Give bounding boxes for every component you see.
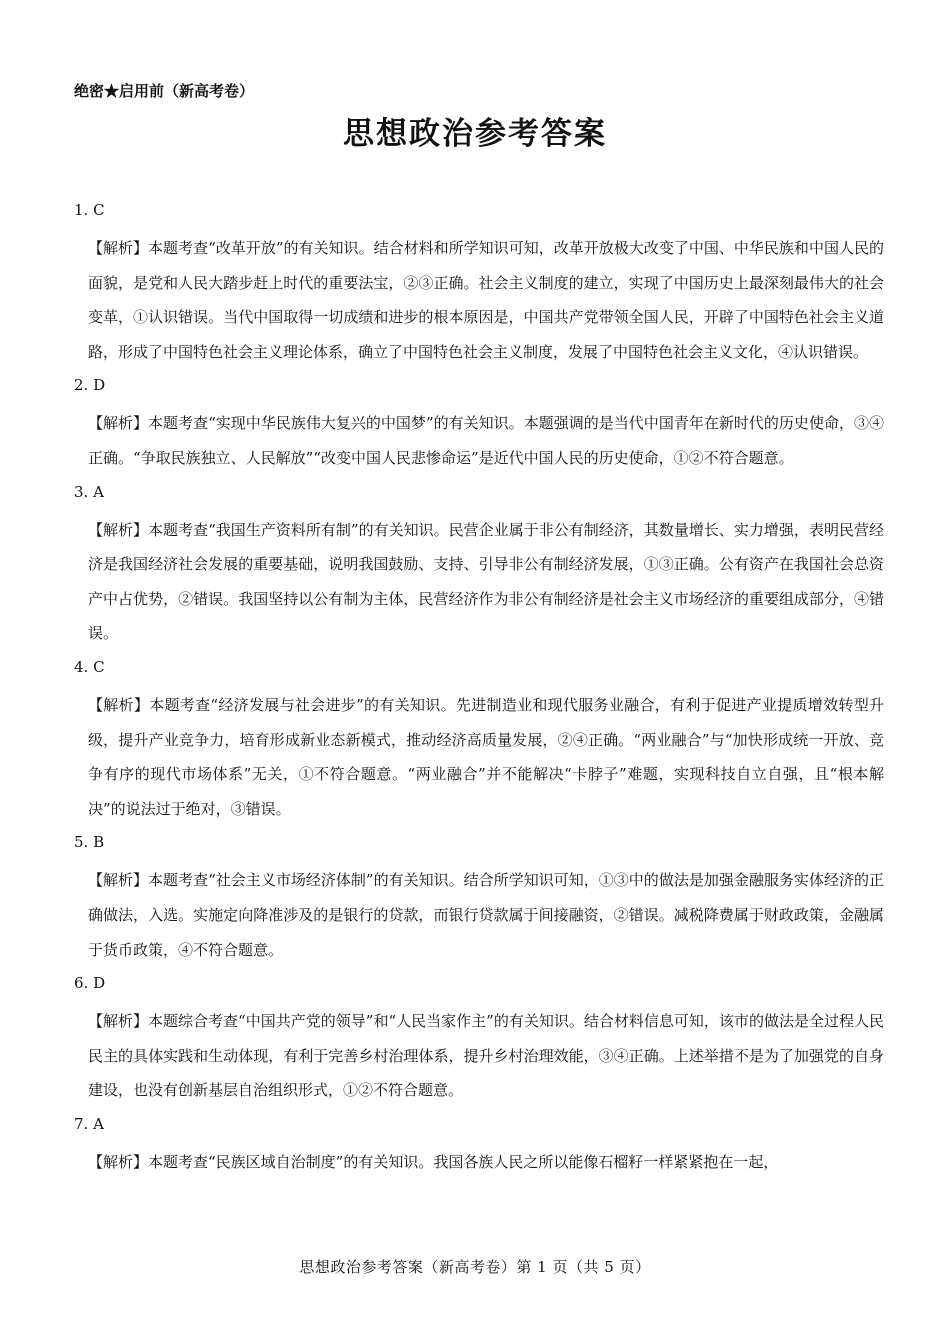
question-number: 3. A (74, 482, 104, 501)
page-title: 思想政治参考答案 (343, 116, 607, 152)
question-3 (74, 480, 884, 651)
question-4 (74, 655, 884, 826)
question-number: 5. B (74, 833, 105, 852)
question-6 (74, 971, 884, 1108)
question-number: 6. D (74, 974, 106, 993)
question-explanation: 【解析】本题考查“社会主义市场经济体制”的有关知识。结合所学知识可知，①③中的做法是加强金融服务实体经济的正确做法，入选。实施定向降准涉及的是银行的贷款，而银行贷款属于间接融资，②错误。减税降费属于财政政策，金融属于货币政策，④不符合题意。 (88, 871, 884, 959)
question-1 (74, 198, 884, 369)
question-number: 7. A (74, 1114, 104, 1133)
answer-list (74, 198, 884, 1183)
question-number: 4. C (74, 657, 105, 676)
question-number: 1. C (74, 201, 105, 219)
question-5 (74, 830, 884, 967)
question-explanation: 【解析】本题综合考查“中国共产党的领导”和“人民当家作主”的有关知识。结合材料信息可知，该市的做法是全过程人民民主的具体实践和生动体现，有利于完善乡村治理体系，提升乡村治理效能，③④正确。上述举措不是为了加强党的自身建设，也没有创新基层自治组织形式，①②不符合题意。 (88, 1012, 884, 1100)
question-explanation: 【解析】本题考查“改革开放”的有关知识。结合材料和所学知识可知，改革开放极大改变了中国、中华民族和中国人民的面貌，是党和人民大踏步赶上时代的重要法宝，②③正确。社会主义制度的建立，实现了中国历史上最深刻最伟大的社会变革，①认识错误。当代中国取得一切成绩和进步的根本原因是，中国共产党带领全国人民，开辟了中国特色社会主义道路，形成了中国特色社会主义理论体系，确立了中国特色社会主义制度，发展了中国特色社会主义文化，④认识错误。 (88, 239, 884, 361)
question-2 (74, 373, 884, 475)
question-explanation: 【解析】本题考查“经济发展与社会进步”的有关知识。先进制造业和现代服务业融合，有利于促进产业提质增效转型升级，提升产业竞争力，培育形成新业态新模式，推动经济高质量发展，②④正确。“两业融合”与“加快形成统一开放、竞争有序的现代市场体系”无关，①不符合题意。“两业融合”并不能解决“卡脖子”难题，实现科技自立自强，且“根本解决”的说法过于绝对，③错误。 (88, 695, 884, 818)
confidential-label: 绝密★启用前（新高考卷） (74, 82, 255, 100)
question-explanation: 【解析】本题考查“民族区域自治制度”的有关知识。我国各族人民之所以能像石榴籽一样紧紧抱在一起， (88, 1152, 779, 1171)
question-7 (74, 1112, 884, 1180)
page-footer: 思想政治参考答案（新高考卷）第 1 页（共 5 页） (299, 1258, 651, 1276)
question-explanation: 【解析】本题考查“实现中华民族伟大复兴的中国梦”的有关知识。本题强调的是当代中国青年在新时代的历史使命，③④正确。“争取民族独立、人民解放”“改变中国人民悲惨命运”是近代中国人民的历史使命，①②不符合题意。 (88, 414, 884, 467)
question-explanation: 【解析】本题考查“我国生产资料所有制”的有关知识。民营企业属于非公有制经济，其数量增长、实力增强，表明民营经济是我国经济社会发展的重要基础，说明我国鼓励、支持、引导非公有制经济发展，①③正确。公有资产在我国社会总资产中占优势，②错误。我国坚持以公有制为主体，民营经济作为非公有制经济是社会主义市场经济的重要组成部分，④错误。 (88, 520, 884, 643)
question-number: 2. D (74, 376, 106, 395)
